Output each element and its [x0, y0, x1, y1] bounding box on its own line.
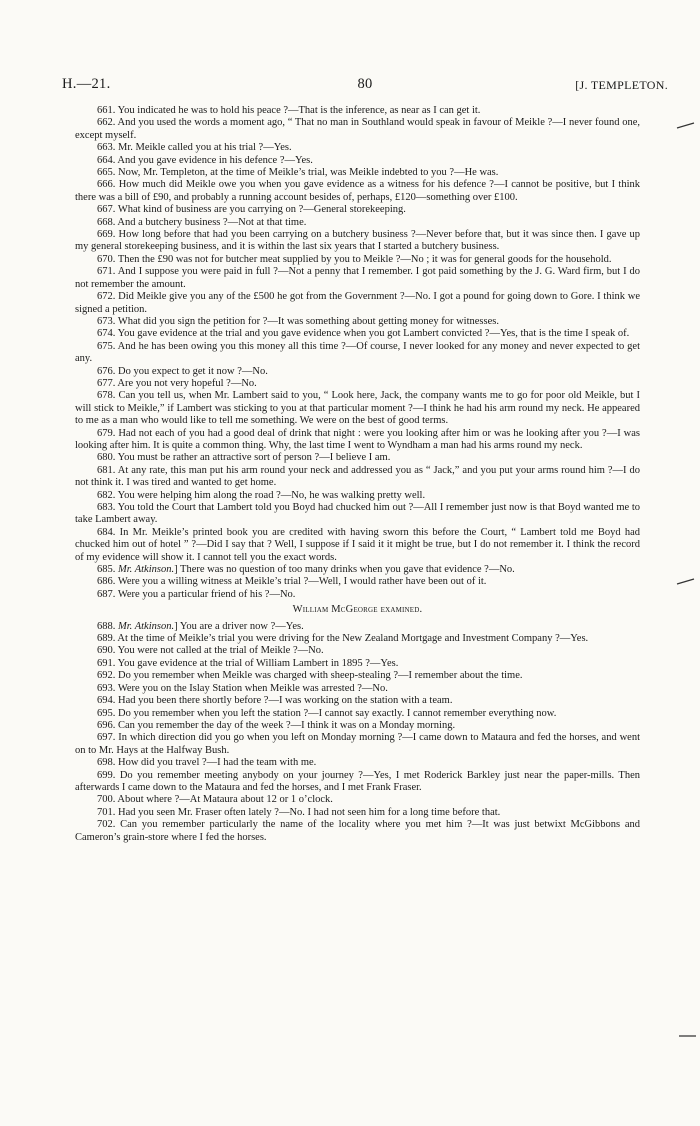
testimony-paragraph: [75, 794, 640, 806]
question-answer-text: Were you a particular friend of his ?—No.: [117, 588, 296, 600]
question-answer-text: What kind of business are you carrying on ?—General storekeeping.: [117, 204, 406, 216]
question-number: 687.: [97, 588, 116, 600]
question-answer-text: You were not called at the trial of Meikle ?—No.: [117, 645, 324, 657]
question-answer-text: You gave evidence at the trial of William Lambert in 1895 ?—Yes.: [117, 657, 399, 669]
question-answer-text: You indicated he was to hold his peace ?—That is the inference, as near as I can get it.: [117, 105, 481, 116]
question-number: 682.: [97, 489, 116, 501]
testimony-paragraph: [75, 366, 640, 378]
margin-mark: [676, 122, 696, 128]
question-number: 679.: [97, 427, 116, 439]
question-answer-text: Had not each of you had a good deal of drink that night : were you looking after him or was he looking after you ?—I was looking after him. It is quite a common thing. Why, the last time I went to Wyndham a man had his arms round my neck.: [75, 427, 640, 451]
question-answer-text: And you gave evidence in his defence ?—Yes.: [117, 154, 313, 166]
question-number: 699.: [97, 769, 116, 781]
question-answer-text: How did you travel ?—I had the team with me.: [118, 757, 317, 769]
testimony-paragraph: [75, 390, 640, 427]
question-number: 684.: [97, 526, 116, 538]
testimony-paragraph: [75, 819, 640, 844]
testimony-paragraph: [75, 316, 640, 328]
testimony-paragraph: [75, 254, 640, 266]
question-answer-text: Do you expect to get it now ?—No.: [118, 365, 268, 377]
testimony-block-templeton: [75, 105, 640, 601]
testimony-paragraph: [75, 341, 640, 366]
question-number: 695.: [97, 707, 116, 719]
question-answer-text: About where ?—At Mataura about 12 or 1 o’clock.: [117, 794, 333, 806]
question-number: 672.: [97, 291, 116, 303]
question-number: 669.: [97, 229, 116, 241]
question-answer-text: Had you seen Mr. Fraser often lately ?—No. I had not seen him for a long time before that.: [118, 806, 501, 818]
testimony-paragraph: [75, 502, 640, 527]
testimony-paragraph: [75, 589, 640, 601]
testimony-paragraph: 688. Mr. Atkinson.] You are a driver now ?—Yes.: [97, 620, 304, 632]
question-number: 671.: [97, 266, 116, 278]
question-number: 664.: [97, 154, 116, 166]
question-number: 688.: [97, 620, 116, 632]
testimony-paragraph: [75, 217, 640, 229]
question-answer-text: Then the £90 was not for butcher meat supplied by you to Meikle ?—No ; it was for general goods for the household.: [117, 253, 612, 265]
section-title: William McGeorge examined.: [292, 604, 423, 616]
question-number: 663.: [97, 142, 116, 154]
testimony-paragraph: [75, 452, 640, 464]
question-number: 666.: [97, 179, 116, 191]
question-answer-text: Do you remember meeting anybody on your journey ?—Yes, I met Roderick Barkley just near the paper-mills. Then afterwards I came down to the Mataura and fed the horses, and I met Frank Fraser.: [75, 769, 641, 793]
question-number: 685.: [97, 564, 116, 576]
question-answer-text: Mr. Meikle called you at his trial ?—Yes.: [118, 142, 292, 154]
question-number: 702.: [97, 819, 116, 831]
testimony-paragraph: 685. Mr. Atkinson.] There was no question of too many drinks when you gave that evidence ?—No.: [97, 564, 515, 576]
question-answer-text: There was no question of too many drinks when you gave that evidence ?—No.: [180, 564, 515, 576]
question-answer-text: You are a driver now ?—Yes.: [179, 620, 304, 632]
question-answer-text: How long before that had you been carrying on a butchery business ?—Never before that, but it was since then. I gave up my general storekeeping business, and it is within the last six years that I started a butchery business.: [75, 229, 640, 253]
testimony-paragraph: [75, 683, 640, 695]
question-number: 696.: [97, 719, 116, 731]
testimony-paragraph: [75, 576, 640, 588]
testimony-paragraph: [75, 105, 640, 117]
testimony-block-mcgeorge: [75, 621, 640, 844]
testimony-paragraph: [75, 328, 640, 340]
question-number: 700.: [97, 794, 116, 806]
testimony-paragraph: [75, 645, 640, 657]
question-number: 673.: [97, 315, 116, 327]
question-answer-text: Now, Mr. Templeton, at the time of Meikle’s trial, was Meikle indebted to you ?—He was.: [118, 167, 499, 179]
question-number: 661.: [97, 105, 116, 116]
testimony-paragraph: [75, 695, 640, 707]
question-number: 698.: [97, 757, 116, 769]
testimony-paragraph: [75, 633, 640, 645]
testimony-paragraph: [75, 757, 640, 769]
question-answer-text: Do you remember when you left the station ?—I cannot say exactly. I cannot remember everything now.: [118, 707, 557, 719]
testimony-paragraph: [75, 179, 640, 204]
testimony-paragraph: [75, 378, 640, 390]
question-answer-text: Were you on the Islay Station when Meikle was arrested ?—No.: [117, 682, 388, 694]
question-answer-text: At the time of Meikle’s trial you were driving for the New Zealand Mortgage and Investment Company ?—Yes.: [117, 633, 589, 645]
question-answer-text: Did Meikle give you any of the £500 he got from the Government ?—No. I got a pound for going down to Gore. I think we signed a petition.: [75, 291, 640, 315]
document-reference: H.—21.: [62, 76, 111, 92]
speaker-name: Mr. Atkinson.: [118, 564, 175, 576]
question-number: 667.: [97, 204, 116, 216]
question-number: 677.: [97, 377, 116, 389]
question-number: 691.: [97, 657, 116, 669]
question-number: 678.: [97, 390, 116, 402]
testimony-paragraph: [75, 266, 640, 291]
question-number: 675.: [97, 340, 116, 352]
testimony-paragraph: [75, 670, 640, 682]
question-number: 690.: [97, 645, 116, 657]
question-number: 676.: [97, 365, 116, 377]
question-answer-text: You were helping him along the road ?—No, he was walking pretty well.: [117, 489, 426, 501]
testimony-paragraph: [75, 720, 640, 732]
testimony-paragraph: [75, 428, 640, 453]
question-answer-text: And I suppose you were paid in full ?—Not a penny that I remember. I got paid something by the J. G. Ward firm, but I do not remember the amount.: [75, 266, 641, 290]
question-number: 689.: [97, 633, 116, 645]
testimony-paragraph: [75, 204, 640, 216]
question-number: 680.: [97, 452, 116, 464]
witness-name-header: [J. TEMPLETON.: [575, 78, 668, 92]
question-number: 662.: [97, 117, 116, 129]
question-answer-text: What did you sign the petition for ?—It was something about getting money for witnesses.: [117, 315, 499, 327]
testimony-paragraph: [75, 807, 640, 819]
question-answer-text: In Mr. Meikle’s printed book you are credited with having sworn this before the Court, “ Lambert told me Boyd had chucked him out of hotel ” ?—Did I say that ? Well, I suppose if I said it it might be true, but I do not remember it. I think the record of my evidence will show it. I cannot tell you the exact words.: [75, 526, 640, 563]
question-number: 670.: [97, 253, 116, 265]
question-number: 681.: [97, 464, 116, 476]
testimony-paragraph: [75, 117, 640, 142]
testimony-paragraph: [75, 490, 640, 502]
question-number: 692.: [97, 670, 116, 682]
question-answer-text: Can you remember particularly the name of the locality where you met him ?—It was just betwixt McGibbons and Cameron’s grain-store where I fed the horses.: [75, 819, 640, 843]
testimony-paragraph: [75, 142, 640, 154]
question-answer-text: How much did Meikle owe you when you gave evidence as a witness for his defence ?—I cannot be positive, but I think there was a bill of £90, and probably a running account besides of, perhaps, £120—something over £100.: [75, 179, 641, 203]
question-number: 694.: [97, 695, 116, 707]
question-answer-text: At any rate, this man put his arm round your neck and addressed you as “ Jack,” and you put your arms round him ?—I do not think it. I was tired and wanted to get home.: [75, 464, 640, 489]
question-answer-text: And he has been owing you this money all this time ?—Of course, I never looked for any money and never expected to get any.: [75, 340, 641, 365]
question-answer-text: You must be rather an attractive sort of person ?—I believe I am.: [117, 452, 391, 464]
question-number: 697.: [97, 732, 116, 744]
margin-mark: [676, 578, 696, 584]
testimony-paragraph: [75, 732, 640, 757]
question-answer-text: Do you remember when Meikle was charged with sheep-stealing ?—I remember about the time.: [118, 670, 523, 682]
question-answer-text: Were you a willing witness at Meikle’s trial ?—Well, I would rather have been out of it.: [117, 576, 487, 588]
margin-mark: [678, 1032, 698, 1038]
speaker-name: Mr. Atkinson.: [118, 620, 175, 632]
question-number: 701.: [97, 806, 116, 818]
question-answer-text: Can you tell us, when Mr. Lambert said to you, “ Look here, Jack, the company wants me to go for poor old Meikle, but I will stick to Meikle,” if Lambert was sticking to you at that particular moment ?—I think he had his arm round my neck. He appeared to me as a man who would like to tell me something. We were on the best of good terms.: [75, 390, 641, 427]
question-answer-text: And a butchery business ?—Not at that time.: [117, 216, 307, 228]
testimony-paragraph: [75, 167, 640, 179]
question-answer-text: You gave evidence at the trial and you gave evidence when you got Lambert convicted ?—Yes, that is the time I speak of.: [117, 328, 630, 340]
question-number: 683.: [97, 502, 116, 513]
question-number: 665.: [97, 167, 116, 179]
question-number: 693.: [97, 682, 116, 694]
question-answer-text: In which direction did you go when you left on Monday morning ?—I came down to Mataura and fed the horses, and went on to Mr. Hays at the Halfway Bush.: [75, 732, 640, 756]
page-number: 80: [357, 76, 373, 92]
question-number: 668.: [97, 216, 116, 228]
question-answer-text: You told the Court that Lambert told you Boyd had chucked him out ?—All I remember just now is that Boyd wanted me to take Lambert away.: [75, 502, 640, 526]
testimony-body: [75, 105, 640, 844]
testimony-paragraph: [75, 708, 640, 720]
testimony-paragraph: [75, 658, 640, 670]
testimony-paragraph: [75, 155, 640, 167]
testimony-paragraph: [75, 527, 640, 564]
question-answer-text: Are you not very hopeful ?—No.: [117, 377, 257, 389]
question-answer-text: And you used the words a moment ago, “ That no man in Southland would speak in favour of Meikle ?—I never found one, except myself.: [75, 117, 640, 141]
question-answer-text: Had you been there shortly before ?—I was working on the station with a team.: [118, 695, 453, 707]
question-number: 674.: [97, 328, 116, 340]
testimony-paragraph: [75, 229, 640, 254]
testimony-paragraph: [75, 465, 640, 490]
question-answer-text: Can you remember the day of the week ?—I think it was on a Monday morning.: [118, 719, 456, 731]
testimony-paragraph: [75, 291, 640, 316]
question-number: 686.: [97, 576, 116, 588]
testimony-paragraph: [75, 770, 640, 795]
page-header: [62, 76, 668, 94]
